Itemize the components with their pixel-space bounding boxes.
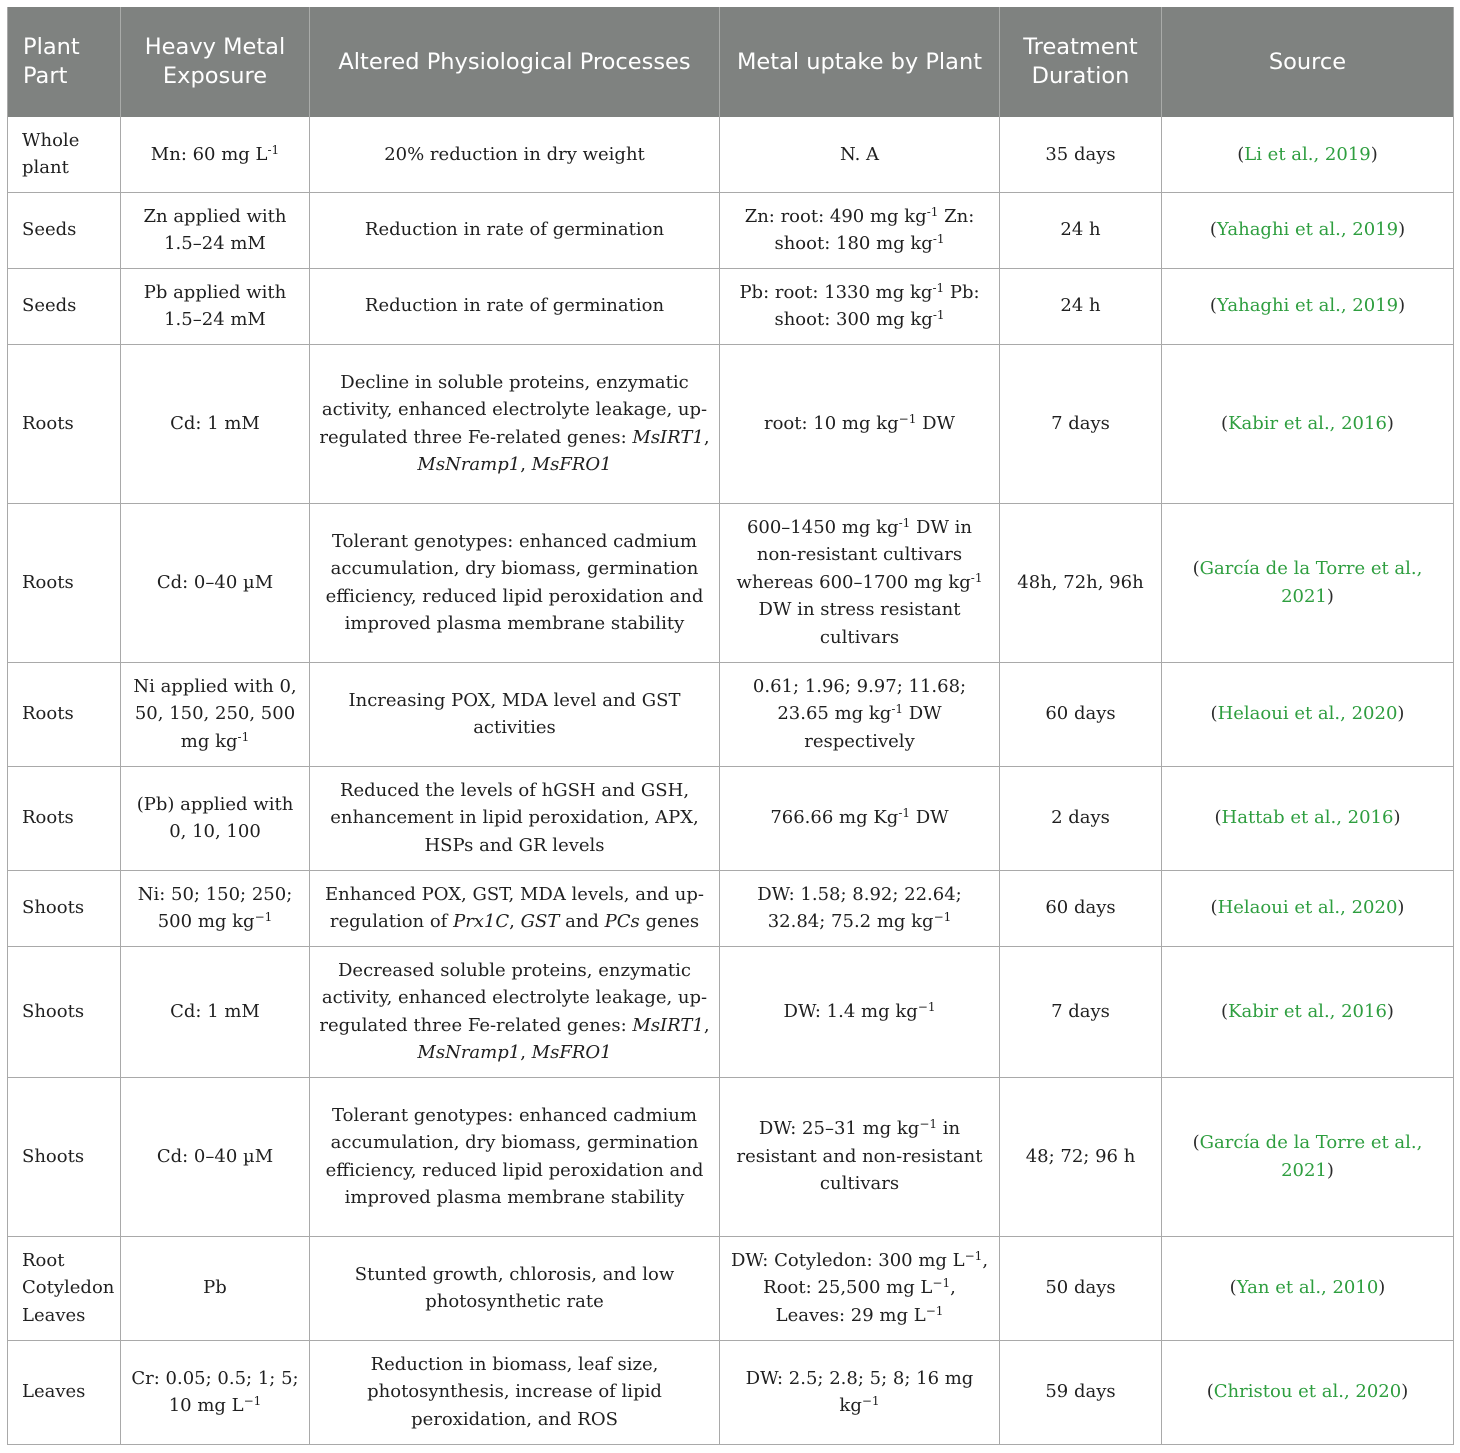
cell-source: (Yan et al., 2010): [1162, 1236, 1454, 1340]
table-row: [8, 1236, 1454, 1340]
citation-link[interactable]: Yan et al., 2010: [1236, 1277, 1379, 1299]
cell-exposure: (Pb) applied with 0, 10, 100: [121, 766, 310, 870]
citation-link[interactable]: Helaoui et al., 2020: [1217, 703, 1398, 725]
cell-source: (Hattab et al., 2016): [1162, 766, 1454, 870]
header-source: Source: [1162, 7, 1454, 117]
cell-uptake: Zn: root: 490 mg $kg^{-1}$ Zn: shoot: 180 mg $kg^{-1}$: [720, 192, 1000, 268]
cell-plant-part: Roots: [8, 344, 121, 503]
header-treatment-duration: Treatment Duration: [1000, 7, 1162, 117]
cell-source: (García de la Torre et al., 2021): [1162, 503, 1454, 662]
cell-plant-part: Whole plant: [8, 117, 121, 192]
cell-uptake: root: 10 mg $kg^{-1}$ DW: [720, 344, 1000, 503]
cell-uptake: 766.66 mg $Kg^{-1}$ DW: [720, 766, 1000, 870]
cell-duration: 35 days: [1000, 117, 1162, 192]
cell-exposure: Mn: 60 mg $L^{-1}$: [121, 117, 310, 192]
cell-plant-part: Roots: [8, 503, 121, 662]
cell-uptake: 600–1450 mg $kg^{-1}$ DW in non-resistant cultivars whereas 600–1700 mg $kg^{-1}$ DW in stress resistant cultivars: [720, 503, 1000, 662]
cell-source: (Li et al., 2019): [1162, 117, 1454, 192]
table-row: [8, 662, 1454, 766]
cell-duration: 24 h: [1000, 268, 1162, 344]
cell-exposure: Cd: 1 mM: [121, 946, 310, 1077]
cell-uptake: N. A: [720, 117, 1000, 192]
cell-source: (Christou et al., 2020): [1162, 1340, 1454, 1444]
cell-duration: 48h, 72h, 96h: [1000, 503, 1162, 662]
cell-plant-part: Shoots: [8, 1077, 121, 1236]
cell-uptake: DW: 2.5; 2.8; 5; 8; 16 mg $kg^{-1}$: [720, 1340, 1000, 1444]
table-container: [7, 7, 1453, 1445]
cell-processes: Reduction in rate of germination: [310, 268, 720, 344]
cell-uptake: 0.61; 1.96; 9.97; 11.68; 23.65 mg $kg^{-1}$ DW respectively: [720, 662, 1000, 766]
cell-uptake: Pb: root: 1330 mg $kg^{-1}$ Pb: shoot: 300 mg $kg^{-1}$: [720, 268, 1000, 344]
header-altered-processes: Altered Physiological Processes: [310, 7, 720, 117]
cell-processes: Increasing POX, MDA level and GST activities: [310, 662, 720, 766]
citation-link[interactable]: Christou et al., 2020: [1213, 1381, 1402, 1403]
cell-exposure: Zn applied with 1.5–24 mM: [121, 192, 310, 268]
table-row: [8, 117, 1454, 192]
citation-link[interactable]: Yahaghi et al., 2019: [1216, 219, 1399, 241]
header-metal-uptake: Metal uptake by Plant: [720, 7, 1000, 117]
cell-duration: 50 days: [1000, 1236, 1162, 1340]
cell-exposure: Ni: 50; 150; 250; 500 mg $kg^{-1}$: [121, 870, 310, 946]
cell-exposure: Cd: 0–40 µM: [121, 503, 310, 662]
cell-processes: Decline in soluble proteins, enzymatic activity, enhanced electrolyte leakage, up-regulated three Fe-related genes: MsIRT1, MsNramp1, MsFRO1: [310, 344, 720, 503]
cell-source: (Kabir et al., 2016): [1162, 946, 1454, 1077]
table-row: [8, 344, 1454, 503]
cell-duration: 7 days: [1000, 344, 1162, 503]
table-row: [8, 1340, 1454, 1444]
cell-plant-part: Roots: [8, 662, 121, 766]
cell-plant-part: Seeds: [8, 192, 121, 268]
cell-processes: Tolerant genotypes: enhanced cadmium accumulation, dry biomass, germination efficiency, reduced lipid peroxidation and improved plasma membrane stability: [310, 1077, 720, 1236]
cell-uptake: DW: 1.58; 8.92; 22.64; 32.84; 75.2 mg $kg^{-1}$: [720, 870, 1000, 946]
cell-plant-part: Leaves: [8, 1340, 121, 1444]
cell-duration: 7 days: [1000, 946, 1162, 1077]
table-row: [8, 766, 1454, 870]
cell-uptake: DW: 25–31 mg $kg^{-1}$ in resistant and non-resistant cultivars: [720, 1077, 1000, 1236]
header-heavy-metal-exposure: Heavy Metal Exposure: [121, 7, 310, 117]
cell-source: (Kabir et al., 2016): [1162, 344, 1454, 503]
citation-link[interactable]: Kabir et al., 2016: [1228, 1000, 1387, 1022]
citation-link[interactable]: Yahaghi et al., 2019: [1216, 295, 1399, 317]
table-row: [8, 870, 1454, 946]
header-row: [8, 7, 1454, 117]
cell-exposure: Pb: [121, 1236, 310, 1340]
cell-duration: 2 days: [1000, 766, 1162, 870]
cell-plant-part: Seeds: [8, 268, 121, 344]
cell-duration: 48; 72; 96 h: [1000, 1077, 1162, 1236]
cell-plant-part: Root Cotyledon Leaves: [8, 1236, 121, 1340]
citation-link[interactable]: García de la Torre et al., 2021: [1199, 1132, 1423, 1181]
cell-exposure: Ni applied with 0, 50, 150, 250, 500 mg $kg^{-1}$: [121, 662, 310, 766]
cell-processes: 20% reduction in dry weight: [310, 117, 720, 192]
cell-source: (Yahaghi et al., 2019): [1162, 268, 1454, 344]
table-row: [8, 1077, 1454, 1236]
cell-uptake: DW: Cotyledon: 300 mg $L^{-1}$, Root: 25,500 mg $L^{-1}$, Leaves: 29 mg $L^{-1}$: [720, 1236, 1000, 1340]
cell-processes: Reduction in biomass, leaf size, photosynthesis, increase of lipid peroxidation, and ROS: [310, 1340, 720, 1444]
cell-processes: Decreased soluble proteins, enzymatic activity, enhanced electrolyte leakage, up-regulated three Fe-related genes: MsIRT1, MsNramp1, MsFRO1: [310, 946, 720, 1077]
heavy-metal-table: [7, 7, 1454, 1445]
cell-exposure: Cr: 0.05; 0.5; 1; 5; 10 mg $L^{-1}$: [121, 1340, 310, 1444]
cell-plant-part: Shoots: [8, 870, 121, 946]
cell-exposure: Cd: 0–40 µM: [121, 1077, 310, 1236]
cell-processes: Reduction in rate of germination: [310, 192, 720, 268]
table-row: [8, 946, 1454, 1077]
cell-processes: Stunted growth, chlorosis, and low photosynthetic rate: [310, 1236, 720, 1340]
cell-uptake: DW: 1.4 mg $kg^{-1}$: [720, 946, 1000, 1077]
header-plant-part: Plant Part: [8, 7, 121, 117]
cell-duration: 60 days: [1000, 870, 1162, 946]
cell-source: (Helaoui et al., 2020): [1162, 662, 1454, 766]
cell-source: (Helaoui et al., 2020): [1162, 870, 1454, 946]
cell-processes: Tolerant genotypes: enhanced cadmium accumulation, dry biomass, germination efficiency, reduced lipid peroxidation and improved plasma membrane stability: [310, 503, 720, 662]
cell-source: (Yahaghi et al., 2019): [1162, 192, 1454, 268]
citation-link[interactable]: Hattab et al., 2016: [1221, 807, 1394, 829]
table-row: [8, 503, 1454, 662]
cell-plant-part: Roots: [8, 766, 121, 870]
citation-link[interactable]: Helaoui et al., 2020: [1217, 897, 1398, 919]
cell-source: (García de la Torre et al., 2021): [1162, 1077, 1454, 1236]
citation-link[interactable]: Kabir et al., 2016: [1228, 412, 1387, 434]
citation-link[interactable]: Li et al., 2019: [1244, 143, 1371, 165]
citation-link[interactable]: García de la Torre et al., 2021: [1199, 558, 1423, 607]
cell-duration: 24 h: [1000, 192, 1162, 268]
table-row: [8, 268, 1454, 344]
cell-exposure: Cd: 1 mM: [121, 344, 310, 503]
table-row: [8, 192, 1454, 268]
cell-exposure: Pb applied with 1.5–24 mM: [121, 268, 310, 344]
cell-processes: Reduced the levels of hGSH and GSH, enhancement in lipid peroxidation, APX, HSPs and GR levels: [310, 766, 720, 870]
cell-duration: 60 days: [1000, 662, 1162, 766]
cell-processes: Enhanced POX, GST, MDA levels, and up-regulation of Prx1C, GST and PCs genes: [310, 870, 720, 946]
cell-duration: 59 days: [1000, 1340, 1162, 1444]
cell-plant-part: Shoots: [8, 946, 121, 1077]
